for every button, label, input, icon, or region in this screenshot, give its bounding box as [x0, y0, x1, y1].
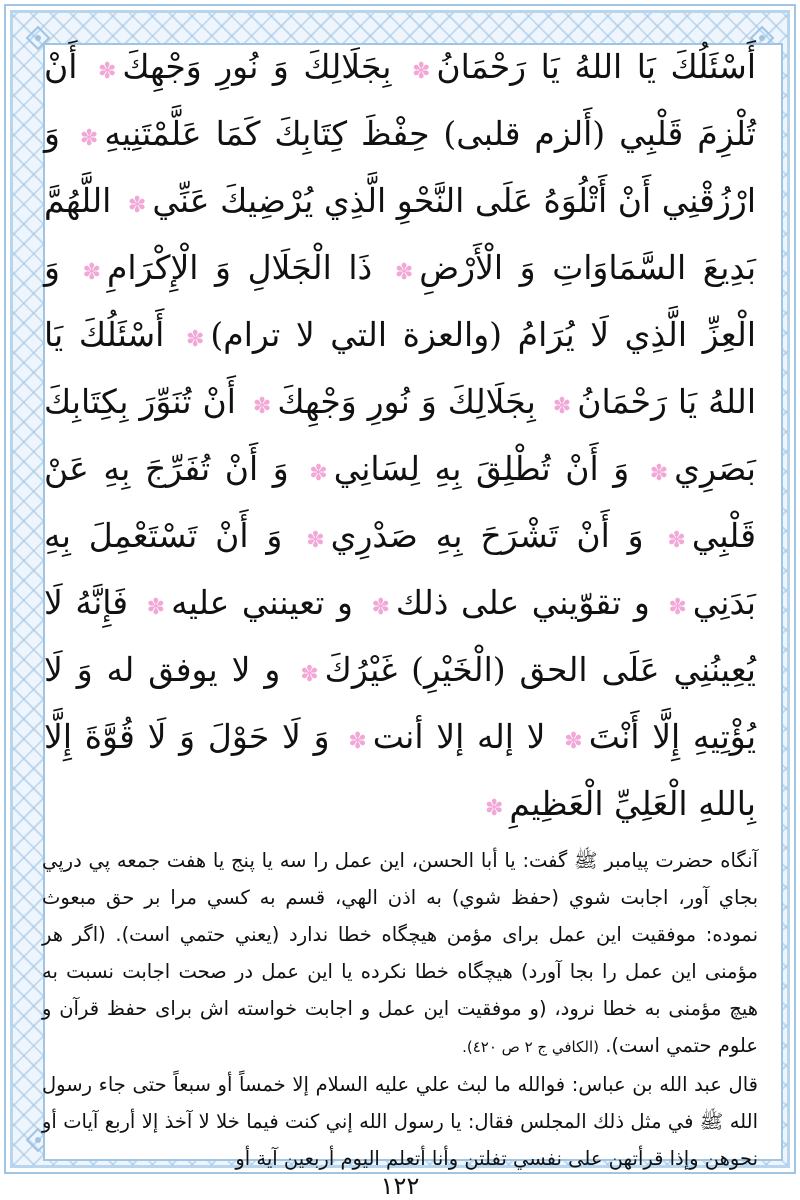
prayer-segment: اللَّهُمَّ بَدِيعَ السَّمَاوَاتِ وَ الْأَرْضِ — [44, 181, 756, 287]
prayer-segment: و تقوّيني على ذلك — [395, 583, 650, 622]
prayer-segment: وَ أَنْ تَسْتَعْمِلَ بِهِ بَدَنِي — [44, 516, 756, 622]
flower-separator-icon: ✽ — [300, 662, 319, 687]
flower-separator-icon: ✽ — [394, 260, 414, 285]
prayer-segment: ذَا الْجَلَالِ وَ الْإِكْرَامِ — [106, 248, 373, 287]
prayer-segment: أَنْ تُلْزِمَ قَلْبِي (أَلزم قلبى) حِفْظَ كِتَابِكَ كَمَا عَلَّمْتَنِيهِ — [44, 47, 756, 153]
prayer-segment: لا إله إلا أنت — [372, 717, 546, 756]
prayer-segment: وَ أَنْ تُفَرِّجَ بِهِ عَنْ قَلْبِي — [44, 449, 756, 555]
flower-separator-icon: ✽ — [309, 461, 328, 486]
prayer-segment: بِجَلَالِكَ وَ نُورِ وَجْهِكَ — [122, 47, 392, 86]
flower-separator-icon: ✽ — [146, 595, 166, 620]
prayer-segment: وَ أَنْ تَشْرَحَ بِهِ صَدْرِي — [330, 516, 644, 555]
prayer-segment: بِجَلَالِكَ وَ نُورِ وَجْهِكَ — [277, 382, 536, 421]
arabic-narration — [36, 1066, 764, 1177]
source-citation: (الكافي ج ٢ ص ٤٢٠). — [462, 1038, 599, 1056]
flower-separator-icon: ✽ — [649, 461, 669, 486]
flower-separator-icon: ✽ — [306, 528, 325, 553]
page-number: ١٢٢ — [380, 1172, 420, 1200]
flower-separator-icon: ✽ — [371, 595, 390, 620]
flower-separator-icon: ✽ — [127, 193, 147, 218]
flower-separator-icon: ✽ — [82, 260, 101, 285]
prayer-segment: وَ ارْزُقْنِي أَنْ أَتْلُوَهُ عَلَى النَّحْوِ الَّذِي يُرْضِيكَ عَنِّي — [44, 114, 756, 220]
flower-separator-icon: ✽ — [185, 327, 205, 352]
flower-separator-icon: ✽ — [667, 528, 686, 553]
prayer-text — [36, 36, 764, 840]
flower-separator-icon: ✽ — [97, 59, 117, 84]
prayer-segment: فَإِنَّهُ لَا يُعِينُنِي عَلَى الحق (الْخَيْرِ) غَيْرُكَ — [44, 583, 756, 689]
prayer-segment: وَ أَنْ تُطْلِقَ بِهِ لِسَانِي — [333, 449, 630, 488]
narration-text: قال عبد الله بن عباس: فوالله ما لبث علي عليه السلام إلا خمساً أو سبعاً حتى جاء رسول الله ﷺ في مثل ذلك المجلس فقال: يا رسول الله إني كنت فيما خلا لا آخذ إلا أربع آيات أو نحوهن وإذا قرأتهن على نفسي تفلتن وأنا أتعلم اليوم أربعين آية أو — [42, 1073, 758, 1170]
prayer-segment: و تعينني عليه — [171, 583, 353, 622]
prayer-segment: أَسْئَلُكَ يَا اللهُ يَا رَحْمَانُ — [436, 47, 757, 86]
prayer-segment: أَسْئَلُكَ يَا اللهُ يَا رَحْمَانُ — [44, 315, 756, 421]
prayer-segment: وَ الْعِزِّ الَّذِي لَا يُرَامُ (والعزة التي لا ترام) — [44, 248, 756, 354]
persian-paragraph-text: آنگاه حضرت پیامبر ﷺ گفت: یا أبا الحسن، این عمل را سه یا پنج یا هفت جمعه پي درپي بجاي آور، اجابت شوي (حفظ شوي) به اذن الهي، قسم به كسي مرا بر حق مبعوث نموده: موفقيت اين عمل براى مؤمن هيچگاه خطا ندارد (يعني حتمي است). (اگر هر مؤمنى اين عمل را بجا آورد) هيچگاه خطا نكرده يا اين عمل در صحت اجابت نسبت به هيچ مؤمنى به خطا نرود، (و موفقيت اين عمل و اجابت خواسته اش براى حفظ قرآن و علوم حتمي است). — [42, 849, 758, 1057]
prayer-segment: وَ لَا حَوْلَ وَ لَا قُوَّةَ إِلَّا بِاللهِ الْعَلِيِّ الْعَظِيمِ — [44, 717, 756, 823]
flower-separator-icon: ✽ — [484, 796, 504, 821]
persian-explanation — [36, 842, 764, 1066]
flower-separator-icon: ✽ — [552, 394, 572, 419]
flower-separator-icon: ✽ — [252, 394, 272, 419]
flower-separator-icon: ✽ — [564, 729, 583, 754]
prayer-segment: أَنْ تُنَوِّرَ بِكِتَابِكَ بَصَرِي — [44, 382, 756, 488]
flower-separator-icon: ✽ — [668, 595, 687, 620]
flower-separator-icon: ✽ — [79, 126, 99, 151]
flower-separator-icon: ✽ — [348, 729, 367, 754]
flower-separator-icon: ✽ — [411, 59, 431, 84]
page-content — [36, 36, 764, 1177]
prayer-segment: و لا يوفق له وَ لَا يُؤْتِيهِ إِلَّا أَنْتَ — [44, 650, 757, 756]
